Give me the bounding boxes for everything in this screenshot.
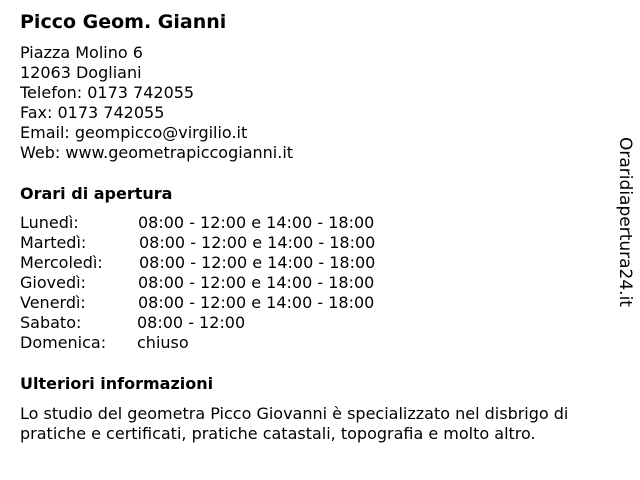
web-line: Web: www.geometrapiccogianni.it: [20, 143, 294, 162]
day-label: Sabato:: [20, 313, 82, 332]
day-label: Giovedì:: [20, 273, 86, 292]
hours-row-friday: [20, 293, 440, 313]
time-value: 08:00 - 12:00 e 14:00 - 18:00: [139, 253, 376, 272]
day-label: Domenica:: [20, 333, 107, 352]
city-line: 12063 Dogliani: [20, 63, 142, 82]
hours-row-wednesday: [20, 253, 440, 273]
hours-row-monday: [20, 213, 440, 233]
time-value: 08:00 - 12:00 e 14:00 - 18:00: [138, 213, 375, 232]
hours-row-thursday: [20, 273, 440, 293]
phone-line: Telefon: 0173 742055: [20, 83, 195, 102]
opening-hours-table: [20, 213, 440, 353]
fax-line: Fax: 0173 742055: [20, 103, 165, 122]
email-line: Email: geompicco@virgilio.it: [20, 123, 248, 142]
hours-row-sunday: [20, 333, 440, 353]
contact-block: [20, 43, 293, 163]
day-label: Lunedì:: [20, 213, 79, 232]
brand-watermark: [612, 134, 638, 310]
hours-row-saturday: [20, 313, 440, 333]
day-label: Venerdì:: [20, 293, 86, 312]
day-label: Martedì:: [20, 233, 87, 252]
time-value: 08:00 - 12:00 e 14:00 - 18:00: [138, 293, 375, 312]
additional-info-text: Lo studio del geometra Picco Giovanni è specializzato nel disbrigo di pratiche e certificati, pratiche catastali, topografia e molto altro.: [20, 404, 569, 443]
brand-text: Oraridiapertura24.it: [615, 137, 635, 307]
address-line: Piazza Molino 6: [20, 43, 143, 62]
time-value: 08:00 - 12:00 e 14:00 - 18:00: [138, 273, 375, 292]
hours-row-tuesday: [20, 233, 440, 253]
time-value: 08:00 - 12:00: [137, 313, 246, 332]
time-value: chiuso: [137, 333, 189, 352]
day-label: Mercoledì:: [20, 253, 103, 272]
additional-info-heading: Ulteriori informazioni: [20, 374, 214, 393]
opening-hours-heading: Orari di apertura: [20, 184, 173, 203]
time-value: 08:00 - 12:00 e 14:00 - 18:00: [139, 233, 376, 252]
business-name: Picco Geom. Gianni: [20, 11, 227, 33]
